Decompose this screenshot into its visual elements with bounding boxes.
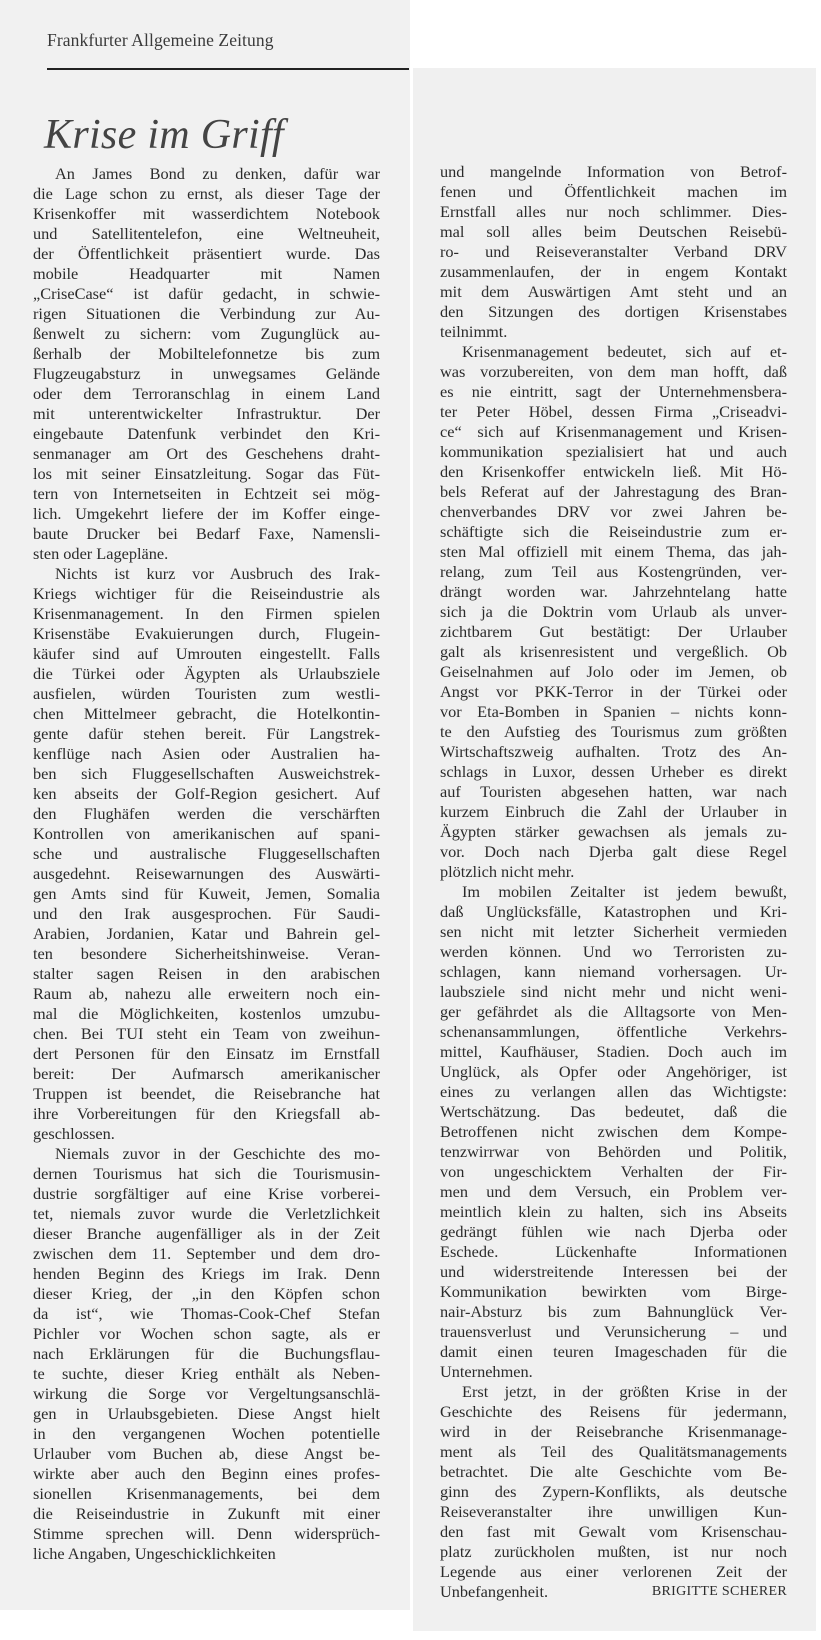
text-line: platz zurückholen mußten, ist nur noch [440, 1542, 787, 1561]
text-line: Im mobilen Zeitalter ist jedem bewußt, [462, 882, 787, 901]
text-line: Legende aus einer verlorenen Zeit der [440, 1562, 787, 1581]
text-line: Unternehmen. [440, 1362, 533, 1381]
text-line: ter Peter Höbel, dessen Firma „Criseadvi- [440, 402, 787, 421]
text-line: schenansammlungen, öffentliche Verkehrs- [440, 1022, 787, 1041]
text-line: die Lage schon zu ernst, als dieser Tage der [33, 184, 380, 203]
text-line: nair-Absturz bis zum Bahnunglück Ver- [440, 1302, 787, 1321]
text-line: „CriseCase“ ist dafür gedacht, in schwie- [33, 284, 380, 303]
text-line: und Satellitentelefon, eine Weltneuheit, [33, 224, 380, 243]
text-line: gen Amts sind für Kuweit, Jemen, Somalia [33, 884, 380, 903]
text-line: daß Unglücksfälle, Katastrophen und Kri- [440, 902, 787, 921]
text-line: dieser Krieg, der „in den Köpfen schon [33, 1284, 380, 1303]
text-line: Raum ab, nahezu alle erweitern noch ein- [33, 984, 380, 1003]
text-line: Reiseveranstalter ihre unwilligen Kun- [440, 1502, 787, 1521]
text-line: te den Aufstieg des Tourismus zum größten [440, 722, 787, 741]
text-line: Niemals zuvor in der Geschichte des mo- [55, 1144, 380, 1163]
text-line: dert Personen für den Einsatz im Ernstfall [33, 1044, 380, 1063]
text-line: Geiselnahmen auf Jolo oder im Jemen, ob [440, 662, 787, 681]
text-line: die Türkei oder Ägypten als Urlaubsziele [33, 664, 380, 683]
text-line: kommunikation spezialisiert hat und auch [440, 442, 787, 461]
text-line: werden können. Und wo Terroristen zu- [440, 942, 787, 961]
text-line: fenen und Öffentlichkeit machen im [440, 182, 787, 201]
text-line: mittel, Kaufhäuser, Stadien. Doch auch im [440, 1042, 787, 1061]
text-line: teilnimmt. [440, 322, 508, 341]
text-line: Wirtschaftszweig aufhalten. Trotz des An- [440, 742, 787, 761]
text-line: liche Angaben, Ungeschicklichkeiten [33, 1544, 276, 1563]
newspaper-masthead: Frankfurter Allgemeine Zeitung [47, 30, 274, 50]
text-line: vor. Doch nach Djerba galt diese Regel [440, 842, 787, 861]
text-line: zusammenlaufen, der in engem Kontakt [440, 262, 787, 281]
text-line: schlags in Luxor, dessen Urheber es direkt [440, 762, 787, 781]
text-line: den fast mit Gewalt vom Krisenschau- [440, 1522, 787, 1541]
text-line: Krisenmanagement bedeutet, sich auf et- [462, 342, 787, 361]
text-line: ce“ sich auf Krisenmanagement und Krisen- [440, 422, 787, 441]
text-line: drängt worden war. Jahrzehntelang hatte [440, 582, 787, 601]
article-paragraph [440, 882, 787, 1382]
text-line: senmanager am Ort des Geschehens draht- [33, 444, 380, 463]
text-line: ßerhalb der Mobiltelefonnetze bis zum [33, 344, 380, 363]
text-line: kurzem Einbruch die Zahl der Urlauber in [440, 802, 787, 821]
text-line: dustrie sorgfältiger auf eine Krise vorberei- [33, 1184, 380, 1203]
text-line: ken abseits der Golf-Region gesichert. Auf [33, 784, 380, 803]
text-line: Stimme sprechen will. Denn widersprüch- [33, 1524, 380, 1543]
text-line: da ist“, wie Thomas-Cook-Chef Stefan [33, 1304, 380, 1323]
text-line: chenverbandes DRV vor zwei Jahren be- [440, 502, 787, 521]
text-line: Pichler vor Wochen schon sagte, als er [33, 1324, 380, 1343]
text-line: wird in der Reisebranche Krisenmanage- [440, 1422, 787, 1441]
article-paragraph [33, 164, 380, 564]
text-line: oder dem Terroranschlag in einem Land [33, 384, 380, 403]
text-line: Eschede. Lückenhafte Informationen [440, 1242, 787, 1261]
author-byline: BRIGITTE SCHERER [651, 1584, 787, 1599]
text-line: Geschichte des Reisens für jedermann, [440, 1402, 787, 1421]
text-line: mal die Möglichkeiten, kostenlos umzubu- [33, 1004, 380, 1023]
text-line: bereit: Der Aufmarsch amerikanischer [33, 1064, 380, 1083]
text-line: mit unterentwickelter Infrastruktur. Der [33, 404, 380, 423]
text-line: nach Erklärungen für die Buchungsflau- [33, 1344, 380, 1363]
article-paragraph [33, 1144, 380, 1564]
text-line: lich. Umgekehrt liefere der im Koffer einge- [33, 504, 380, 523]
text-line: betrachtet. Die alte Geschichte vom Be- [440, 1462, 787, 1481]
text-line: was vorzubereiten, von dem man hofft, daß [440, 362, 787, 381]
text-line: relang, zum Teil aus Kostengründen, ver- [440, 562, 787, 581]
text-line: sche und australische Fluggesellschaften [33, 844, 380, 863]
text-line: men und dem Versuch, ein Problem ver- [440, 1182, 787, 1201]
text-line: trauensverlust und Verunsicherung – und [440, 1322, 787, 1341]
text-line: Unglück, als Opfer oder Angehöriger, ist [440, 1062, 787, 1081]
article-paragraph [440, 162, 787, 342]
text-line: und mangelnde Information von Betrof- [440, 162, 787, 181]
text-line: plötzlich nicht mehr. [440, 862, 575, 881]
text-line: mobile Headquarter mit Namen [33, 264, 380, 283]
article-paragraph [33, 564, 380, 1144]
text-line: meintlich klein zu halten, sich ins Abseits [440, 1202, 787, 1221]
article-paragraph [440, 1382, 787, 1602]
text-line: Arabien, Jordanien, Katar und Bahrein gel- [33, 924, 380, 943]
article-body-left-column [33, 164, 380, 1564]
text-line: rigen Situationen die Verbindung zur Au- [33, 304, 380, 323]
text-line: ro- und Reiseveranstalter Verband DRV [440, 242, 787, 261]
text-line: Unbefangenheit. BRIGITTE SCHERER [440, 1582, 787, 1601]
text-line: und den Irak ausgesprochen. Für Saudi- [33, 904, 380, 923]
text-line: Urlauber vom Buchen ab, diese Angst be- [33, 1444, 380, 1463]
text-line: chen Mittelmeer gebracht, die Hotelkontin- [33, 704, 380, 723]
text-line: gen in Urlaubsgebieten. Diese Angst hielt [33, 1404, 380, 1423]
text-line: Betroffenen nicht zwischen dem Kompe- [440, 1122, 787, 1141]
text-line: schlagen, kann niemand vorhersagen. Ur- [440, 962, 787, 981]
text-line: wirkung die Sorge vor Vergeltungsanschlä- [33, 1384, 380, 1403]
text-line: sten oder Lagepläne. [33, 544, 169, 563]
text-line: der Öffentlichkeit präsentiert wurde. Das [33, 244, 380, 263]
text-line: henden Beginn des Kriegs im Irak. Denn [33, 1264, 380, 1283]
text-line: galt als krisenresistent und vergeßlich. Ob [440, 642, 787, 661]
text-line: Nichts ist kurz vor Ausbruch des Irak- [55, 564, 380, 583]
text-line: in den vergangenen Wochen potentielle [33, 1424, 380, 1443]
text-line: chen. Bei TUI steht ein Team von zweihun- [33, 1024, 380, 1043]
text-line: los mit seiner Einsatzleitung. Sogar das Füt- [33, 464, 380, 483]
text-line: stalter sagen Reisen in den arabischen [33, 964, 380, 983]
text-line: An James Bond zu denken, dafür war [55, 164, 380, 183]
masthead-rule [47, 68, 409, 70]
text-line: es nie eintritt, sagt der Unternehmensbera- [440, 382, 787, 401]
text-line: die Reiseindustrie in Zukunft mit einer [33, 1504, 380, 1523]
text-line: Truppen ist beendet, die Reisebranche hat [33, 1084, 380, 1103]
text-line: auf Touristen abgesehen hatten, war nach [440, 782, 787, 801]
text-line: eingebaute Datenfunk verbindet den Kri- [33, 424, 380, 443]
text-line: gedrängt fühlen wie nach Djerba oder [440, 1222, 787, 1241]
text-line: Ägypten stärker gewachsen als jemals zu- [440, 822, 787, 841]
text-line: geschlossen. [33, 1124, 115, 1143]
text-line: Krisenstäbe Evakuierungen durch, Flugein- [33, 624, 380, 643]
text-line: tet, niemals zuvor wurde die Verletzlichkeit [33, 1204, 380, 1223]
text-line: zwischen dem 11. September und dem dro- [33, 1244, 380, 1263]
text-line: Krisenmanagement. In den Firmen spielen [33, 604, 380, 623]
text-line: Kommunikation bewirkten vom Birge- [440, 1282, 787, 1301]
article-paragraph [440, 342, 787, 882]
text-line: mit dem Auswärtigen Amt steht und an [440, 282, 787, 301]
text-line: ausgedehnt. Reisewarnungen des Auswärti- [33, 864, 380, 883]
text-line: Krisenkoffer mit wasserdichtem Notebook [33, 204, 380, 223]
text-line: zichtbarem Gut bestätigt: Der Urlauber [440, 622, 787, 641]
text-line: käufer sind auf Umrouten eingestellt. Falls [33, 644, 380, 663]
text-line: sich ja die Doktrin vom Urlaub als unver- [440, 602, 787, 621]
text-line: Flugzeugabsturz in unwegsames Gelände [33, 364, 380, 383]
article-headline: Krise im Griff [44, 112, 284, 158]
text-line: Kriegs wichtiger für die Reiseindustrie als [33, 584, 380, 603]
text-line: ausfielen, würden Touristen zum westli- [33, 684, 380, 703]
text-line: von ungeschicktem Verhalten der Fir- [440, 1162, 787, 1181]
text-line: eines zu verlangen allen das Wichtigste: [440, 1082, 787, 1101]
text-line: vor Eta-Bomben in Spanien – nichts konn- [440, 702, 787, 721]
text-line: mal soll alles beim Deutschen Reisebü- [440, 222, 787, 241]
text-line: und widerstreitende Interessen bei der [440, 1262, 787, 1281]
text-line: laubsziele sind nicht mehr und nicht weni- [440, 982, 787, 1001]
text-line: sen nicht mit letzter Sicherheit vermieden [440, 922, 787, 941]
text-line: gente dafür stehen bereit. Für Langstrek- [33, 724, 380, 743]
text-line: den Sitzungen des dortigen Krisenstabes [440, 302, 787, 321]
text-line: damit einen teuren Imageschaden für die [440, 1342, 787, 1361]
text-line: sionellen Krisenmanagements, bei dem [33, 1484, 380, 1503]
text-line: Ernstfall alles nur noch schlimmer. Dies- [440, 202, 787, 221]
text-line: ihre Vorbereitungen für den Kriegsfall ab- [33, 1104, 380, 1123]
text-line: Wertschätzung. Das bedeutet, daß die [440, 1102, 787, 1121]
text-line: tenzwirrwar von Behörden und Politik, [440, 1142, 787, 1161]
text-line: ten besondere Sicherheitshinweise. Veran- [33, 944, 380, 963]
text-line: Erst jetzt, in der größten Krise in der [462, 1382, 787, 1401]
text-line: tern von Internetseiten in Echtzeit sei mög- [33, 484, 380, 503]
text-line: wirkte aber auch den Beginn eines profes- [33, 1464, 380, 1483]
text-line: den Krisenkoffer entwickeln ließ. Mit Hö- [440, 462, 787, 481]
text-line: Kontrollen von amerikanischen auf spani- [33, 824, 380, 843]
text-line: dieser Branche augenfälliger als in der Zeit [33, 1224, 380, 1243]
text-line: ment als Teil des Qualitätsmanagements [440, 1442, 787, 1461]
text-line: sten Mal offiziell mit einem Thema, das jah- [440, 542, 787, 561]
text-line: den Flughäfen werden die verschärften [33, 804, 380, 823]
text-line: ginn des Zypern-Konflikts, als deutsche [440, 1482, 787, 1501]
text-line: ger gefährdet als die Alltagsorte von Men- [440, 1002, 787, 1021]
text-line: ßenwelt zu sichern: vom Zugunglück au- [33, 324, 380, 343]
text-line: dernen Tourismus hat sich die Tourismusin- [33, 1164, 380, 1183]
text-line: te suchte, dieser Krieg enthält als Neben- [33, 1364, 380, 1383]
text-line: schäftigte sich die Reiseindustrie zum er- [440, 522, 787, 541]
article-body-right-column [440, 162, 787, 1602]
text-line: ben sich Fluggesellschaften Ausweichstrek- [33, 764, 380, 783]
text-line: kenflüge nach Asien oder Australien ha- [33, 744, 380, 763]
text-line: Angst vor PKK-Terror in der Türkei oder [440, 682, 787, 701]
text-line: baute Drucker bei Bedarf Faxe, Namensli- [33, 524, 380, 543]
text-line: bels Referat auf der Jahrestagung des Bran- [440, 482, 787, 501]
